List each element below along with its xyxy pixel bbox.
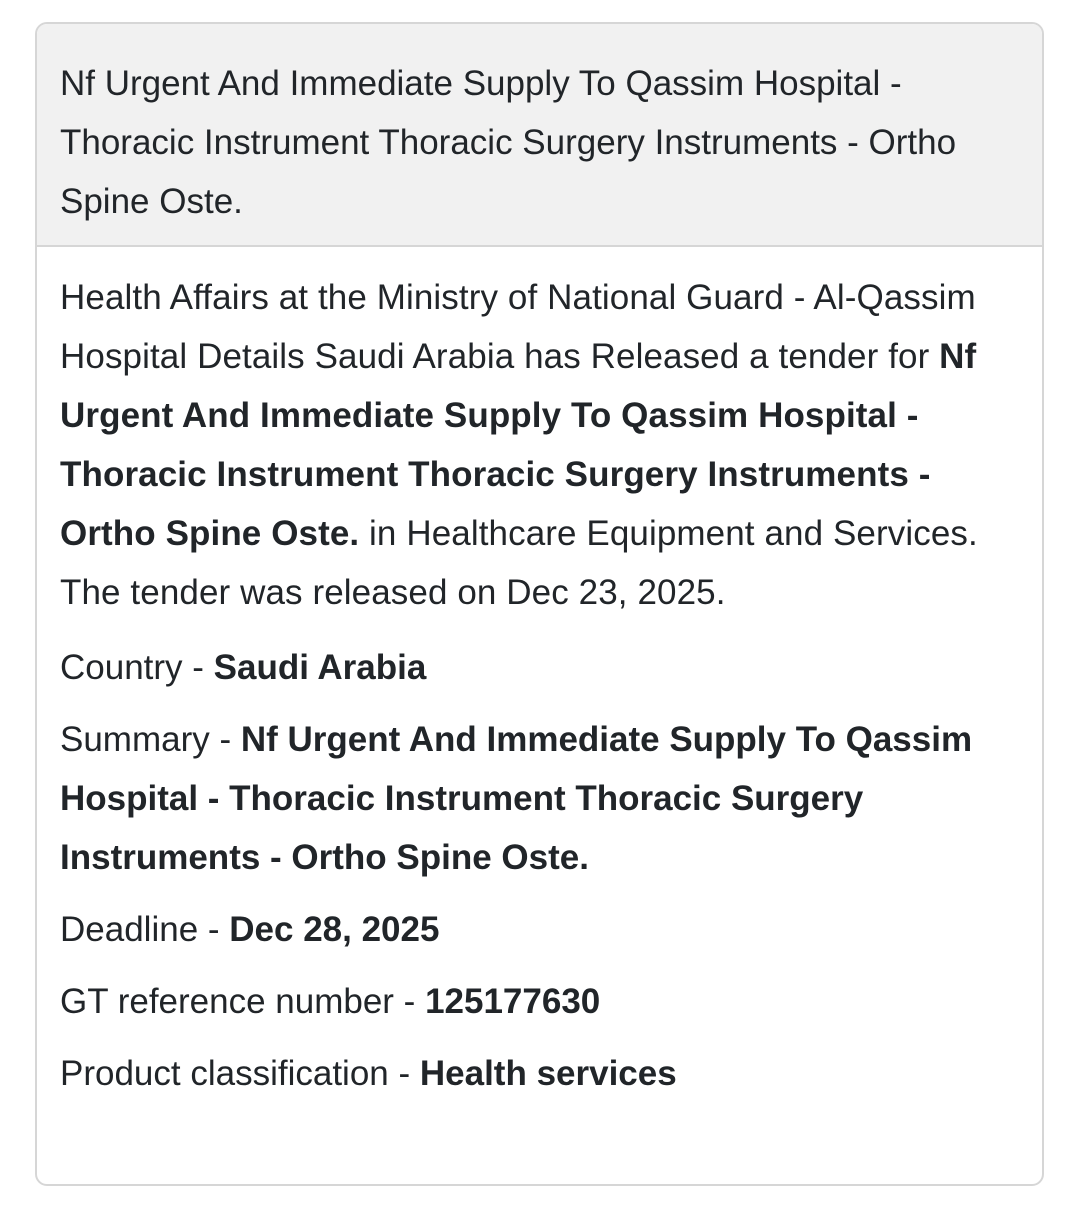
country-label: Country - [60,648,214,687]
deadline-value: Dec 28, 2025 [229,910,440,949]
gt-reference-field [60,972,1018,1031]
country-field [60,638,1018,697]
product-classification-value: Health services [419,1054,677,1093]
deadline-label: Deadline - [60,910,230,949]
description-prefix: Health Affairs at the Ministry of National Guard - Al-Qassim Hospital Details Saudi Arabia has Released a tender for [60,278,976,376]
summary-value: Nf Urgent And Immediate Supply To Qassim Hospital - Thoracic Instrument Thoracic Surgery Instruments - Ortho Spine Oste. [60,720,973,877]
product-classification-field [60,1044,1018,1103]
tender-card-header [37,24,1042,247]
country-value: Saudi Arabia [213,648,427,687]
description-highlight: Nf Urgent And Immediate Supply To Qassim Hospital - Thoracic Instrument Thoracic Surgery Instruments - Ortho Spine Oste. [60,337,977,553]
tender-card [35,22,1044,1186]
deadline-field [60,900,1018,959]
tender-title: Nf Urgent And Immediate Supply To Qassim Hospital - Thoracic Instrument Thoracic Surgery Instruments - Ortho Spine Oste. [60,64,957,221]
tender-description [60,268,1018,622]
gt-reference-label: GT reference number - [60,982,426,1021]
tender-card-body [37,247,1042,1103]
gt-reference-value: 125177630 [425,982,601,1021]
description-suffix: in Healthcare Equipment and Services. The tender was released on Dec 23, 2025. [60,514,978,612]
product-classification-label: Product classification - [60,1054,420,1093]
summary-label: Summary - [60,720,241,759]
summary-field [60,710,1018,887]
